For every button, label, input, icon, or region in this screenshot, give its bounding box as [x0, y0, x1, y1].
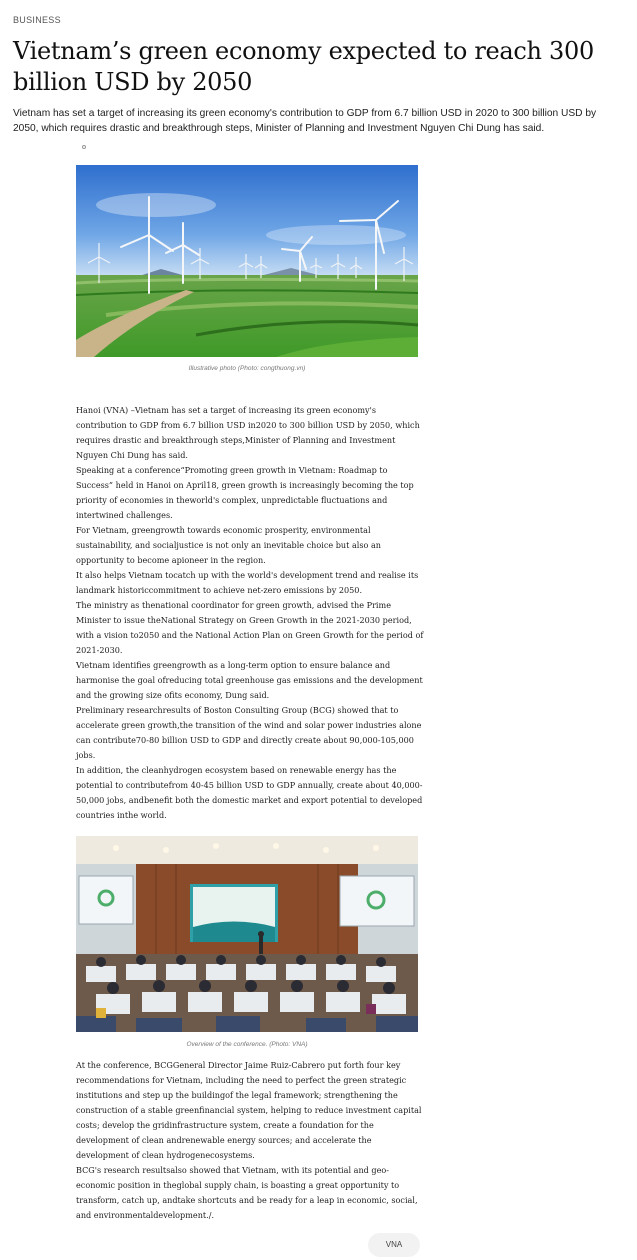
conference-photo — [76, 836, 418, 1032]
photo2-caption: Overview of the conference. (Photo: VNA) — [186, 1041, 308, 1048]
bullet-dot-icon — [82, 145, 86, 149]
article-body-part1 — [76, 403, 426, 823]
body-paragraph: The ministry as thenational coordinator for green growth, advised the Prime Minister to issue theNational Strategy on Green Growth in the 2021-2030 period, with a vision to2050 and the National Action Plan on Green Growth for the period of 2021-2030. — [76, 600, 424, 655]
body-paragraph: For Vietnam, greengrowth towards economic prosperity, environmental sustainability, and socialjustice is not only an inevitable choice but also an opportunity to become apioneer in the region. — [76, 525, 382, 565]
body-paragraph: In addition, the cleanhydrogen ecosystem based on renewable energy has the potential to contributefrom 40-45 billion USD to GDP annually, create about 40,000-50,000 jobs, andbenefit both the domestic market and export potential to developed countries inthe world. — [76, 765, 423, 820]
body-paragraph: BCG's research resultsalso showed that Vietnam, with its potential and geo-economic position in theglobal supply chain, is boasting a great opportunity to transform, catch up, andtake shortcuts and be ready for a leap in economic, social, and environmentaldevelopment./. — [76, 1165, 418, 1220]
body-paragraph: Hanoi (VNA) –Vietnam has set a target of increasing its green economy's contribution to GDP from 6.7 billion USD in2020 to 300 billion USD by 2050, which requires drastic and breakthrough steps,Minister of Planning and Investment Nguyen Chi Dung has said. — [76, 405, 420, 460]
source-badge[interactable]: VNA — [368, 1233, 420, 1257]
body-paragraph: It also helps Vietnam tocatch up with the world's development trend and realise its landmark historiccommitment to achieve net-zero emissions by 2050. — [76, 570, 419, 595]
body-paragraph: At the conference, BCGGeneral Director Jaime Ruiz-Cabrero put forth four key recommendations for Vietnam, including the need to perfect the green strategic institutions and step up the buildingof the legal framework; strengthening the construction of a stable greenfinancial system, helping to reduce investment capital costs; develop the gridinfrastructure system, create a foundation for the development of clean andrenewable energy sources; and accelerate the development of clean hydrogenecosystems. — [76, 1060, 422, 1160]
article-sapo: Vietnam has set a target of increasing its green economy's contribution to GDP from 6.7 billion USD in 2020 to 300 billion USD by 2050, which requires drastic and breakthrough steps, Minister of Planning and Investment Nguyen Chi Dung has said. — [13, 108, 597, 134]
body-paragraph: Preliminary researchresults of Boston Consulting Group (BCG) showed that to accelerate green growth,the transition of the wind and solar power industries alone can contribute70-80 billion USD to GDP and directly create about 90,000-105,000 jobs. — [76, 705, 422, 760]
article-body-part2 — [76, 1058, 426, 1223]
wind-turbine-photo — [76, 165, 418, 357]
article-title: Vietnam’s green economy expected to reach 300 billion USD by 2050 — [13, 37, 594, 96]
body-paragraph: Speaking at a conference“Promoting green growth in Vietnam: Roadmap to Success” held in Hanoi on April18, green growth is increasingly becoming the top priority of economies in theworld's complex, unpredictable fluctuations and intertwined challenges. — [76, 465, 414, 520]
photo1-caption: Illustrative photo (Photo: congthuong.vn) — [188, 365, 306, 372]
body-paragraph: Vietnam identifies greengrowth as a long-term option to ensure balance and harmonise the goal ofreducing total greenhouse gas emissions and the development and the growing size ofits economy, Dung said. — [76, 660, 423, 700]
article-category[interactable]: BUSINESS — [13, 15, 61, 25]
